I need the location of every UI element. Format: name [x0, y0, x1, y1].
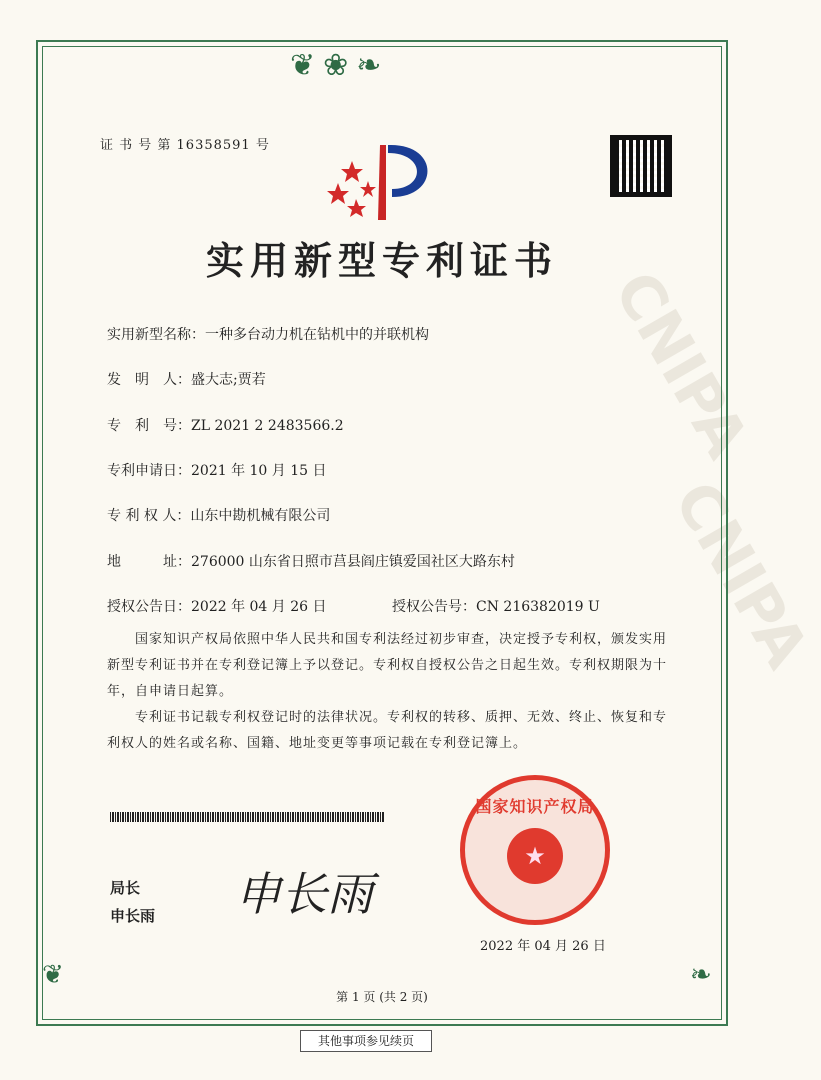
paragraph-legal-status: 专利证书记载专利权登记时的法律状况。专利权的转移、质押、无效、终止、恢复和专利权人的姓名或名称、国籍、地址变更等事项记载在专利登记簿上。 — [107, 710, 668, 751]
seal-date: 2022 年 04 月 26 日 — [480, 939, 606, 954]
official-seal — [460, 775, 610, 925]
signatory-name: 申长雨 — [110, 907, 156, 925]
top-ornament: ❦❀❧ — [290, 48, 390, 83]
document-title: 实用新型专利证书 — [205, 238, 558, 283]
field-grant-number: 授权公告号：CN 216382019 U — [392, 599, 600, 615]
national-emblem-icon: ★ — [507, 828, 563, 884]
page-indicator: 第 1 页 (共 2 页) — [336, 990, 428, 1004]
corner-ornament: ❧ — [690, 960, 712, 990]
corner-ornament: ❦ — [42, 960, 64, 990]
signature: 申长雨 — [235, 867, 373, 921]
footer-note: 其他事项参见续页 — [300, 1030, 432, 1052]
qr-code[interactable] — [610, 135, 672, 197]
watermark: CNIPA — [660, 470, 821, 680]
field-utility-model-name: 实用新型名称：一种多台动力机在钻机中的并联机构 — [107, 327, 429, 343]
certificate-number: 证 书 号 第 16358591 号 — [100, 138, 270, 153]
field-address: 地 址：276000 山东省日照市莒县阎庄镇爱国社区大路东村 — [107, 554, 515, 570]
field-grant-date: 授权公告日：2022 年 04 月 26 日 — [107, 599, 327, 615]
field-inventor: 发 明 人：盛大志;贾若 — [107, 372, 266, 388]
field-patent-number: 专 利 号：ZL 2021 2 2483566.2 — [107, 418, 344, 434]
field-application-date: 专利申请日：2021 年 10 月 15 日 — [107, 463, 327, 479]
cnipa-logo-icon — [330, 135, 440, 220]
field-patentee: 专 利 权 人：山东中勘机械有限公司 — [107, 508, 331, 524]
watermark: CNIPA — [600, 260, 762, 470]
seal-text: 国家知识产权局 — [475, 797, 595, 816]
barcode — [110, 812, 385, 822]
paragraph-grant: 国家知识产权局依照中华人民共和国专利法经过初步审查，决定授予专利权，颁发实用新型专利证书并在专利登记簿上予以登记。专利权自授权公告之日起生效。专利权期限为十年，自申请日起算。 — [107, 632, 668, 699]
signatory-role: 局长 — [110, 879, 141, 897]
